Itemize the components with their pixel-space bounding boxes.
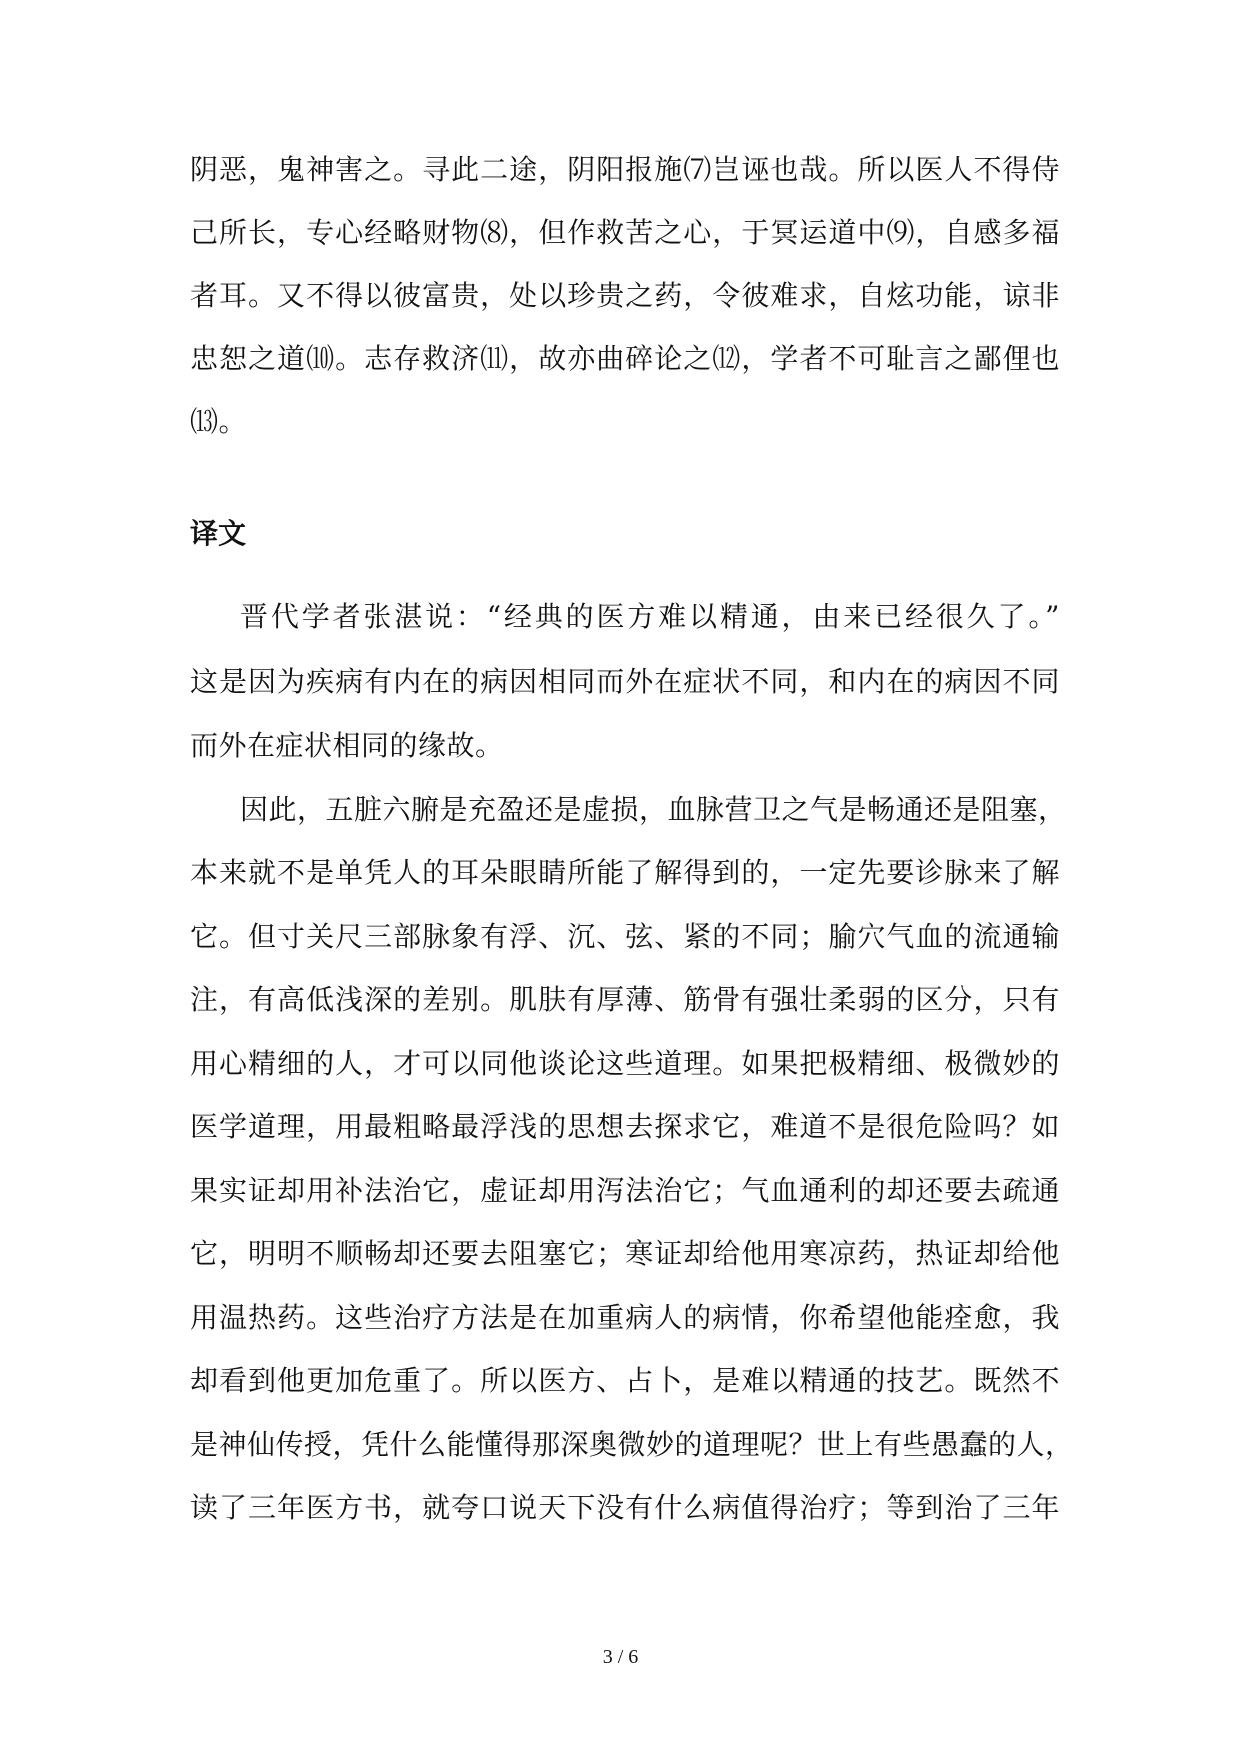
translation-paragraph-2-line-1: 因此，五脏六腑是充盈还是虚损，血脉营卫之气是畅通还是阻塞，	[240, 793, 1067, 826]
translation-paragraph-2-line-8: 它，明明不顺畅却还要去阻塞它；寒证却给他用寒凉药，热证却给他	[190, 1237, 1060, 1270]
translation-paragraph-1-line-1: 晋代学者张湛说：“经典的医方难以精通，由来已经很久了。”	[240, 600, 1060, 633]
translation-paragraph-2-line-9: 用温热药。这些治疗方法是在加重病人的病情，你希望他能痊愈，我	[190, 1301, 1060, 1334]
original-text-line-3: 者耳。又不得以彼富贵，处以珍贵之药，令彼难求，自炫功能，谅非	[190, 279, 1060, 312]
original-text-line-5: ⒀。	[190, 405, 248, 438]
translation-paragraph-2-line-11: 是神仙传授，凭什么能懂得那深奥微妙的道理呢？世上有些愚蠢的人，	[190, 1428, 1074, 1461]
original-text-line-4: 忠恕之道⑽。志存救济⑾，故亦曲碎论之⑿，学者不可耻言之鄙俚也	[190, 342, 1060, 375]
translation-heading: 译文	[190, 517, 247, 550]
translation-paragraph-2-line-2: 本来就不是单凭人的耳朵眼睛所能了解得到的，一定先要诊脉来了解	[190, 856, 1060, 889]
translation-paragraph-2-line-3: 它。但寸关尺三部脉象有浮、沉、弦、紧的不同；腧穴气血的流通输	[190, 920, 1060, 953]
translation-paragraph-2-line-5: 用心精细的人，才可以同他谈论这些道理。如果把极精细、极微妙的	[190, 1047, 1060, 1080]
translation-paragraph-2-line-7: 果实证却用补法治它，虚证却用泻法治它；气血通利的却还要去疏通	[190, 1174, 1060, 1207]
translation-paragraph-2-line-10: 却看到他更加危重了。所以医方、占卜，是难以精通的技艺。既然不	[190, 1364, 1060, 1397]
translation-paragraph-1-line-2: 这是因为疾病有内在的病因相同而外在症状不同，和内在的病因不同	[190, 665, 1060, 698]
translation-paragraph-1-line-3: 而外在症状相同的缘故。	[190, 729, 504, 762]
page-number: 3 / 6	[602, 1646, 639, 1668]
original-text-line-1: 阴恶，鬼神害之。寻此二途，阴阳报施⑺岂诬也哉。所以医人不得侍	[190, 153, 1060, 186]
original-text-line-2: 己所长，专心经略财物⑻，但作救苦之心，于冥运道中⑼，自感多福	[190, 216, 1060, 249]
translation-paragraph-2-line-4: 注，有高低浅深的差别。肌肤有厚薄、筋骨有强壮柔弱的区分，只有	[190, 983, 1060, 1016]
translation-paragraph-2-line-12: 读了三年医方书，就夸口说天下没有什么病值得治疗；等到治了三年	[190, 1491, 1060, 1524]
translation-paragraph-2-line-6: 医学道理，用最粗略最浮浅的思想去探求它，难道不是很危险吗？如	[190, 1110, 1060, 1143]
